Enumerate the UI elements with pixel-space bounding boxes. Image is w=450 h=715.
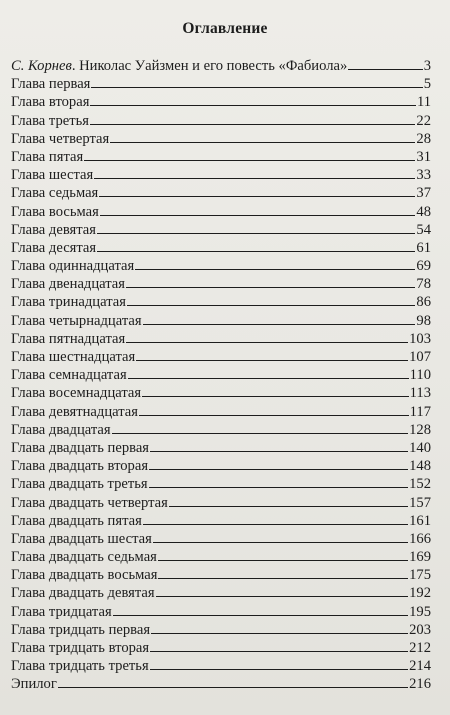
toc-page-number: 148: [409, 458, 431, 475]
toc-entry-label: Глава двадцать шестая: [11, 530, 152, 547]
toc-entry-label: Глава вторая: [11, 94, 90, 111]
toc-entry-label: Глава десятая: [11, 239, 97, 256]
toc-entry-label: Глава двенадцатая: [11, 276, 125, 293]
toc-leader: [97, 233, 415, 234]
toc-leader: [169, 506, 408, 507]
toc-entry: [11, 312, 431, 330]
toc-page-number: 169: [409, 549, 431, 566]
toc-entry-label: Глава двадцать пятая: [11, 512, 142, 529]
toc-entry-label: Глава двадцать седьмая: [11, 549, 157, 566]
toc-leader: [348, 69, 422, 70]
toc-page-number: 192: [409, 585, 431, 602]
toc-page-number: 110: [409, 367, 431, 384]
toc-entry-label: Глава двадцать восьмая: [11, 567, 158, 584]
toc-leader: [91, 87, 422, 88]
toc-leader: [135, 269, 415, 270]
toc-page-number: 5: [423, 76, 431, 93]
toc-leader: [113, 615, 408, 616]
toc-leader: [150, 669, 408, 670]
toc-leader: [150, 451, 408, 452]
toc-page-number: 28: [416, 130, 431, 147]
toc-leader: [94, 178, 415, 179]
toc-entry-label: Глава четырнадцатая: [11, 312, 142, 329]
toc-page-number: 216: [409, 676, 431, 693]
toc-leader: [156, 596, 409, 597]
toc-page-number: 128: [409, 421, 431, 438]
toc-entry-label: Глава тридцатая: [11, 603, 112, 620]
toc-page-number: 37: [416, 185, 431, 202]
toc-leader: [149, 469, 408, 470]
toc-entry-label: Глава тридцать первая: [11, 621, 151, 638]
toc-entry: [11, 384, 431, 402]
toc-leader: [126, 287, 415, 288]
toc-entry: [11, 203, 431, 221]
toc-leader: [142, 396, 409, 397]
toc-page-number: 203: [409, 621, 431, 638]
toc-entry: [11, 403, 431, 421]
toc-entry-label: Глава седьмая: [11, 185, 99, 202]
toc-page-number: 48: [416, 203, 431, 220]
toc-entry: [11, 257, 431, 275]
toc-entry-label: Глава семнадцатая: [11, 367, 127, 384]
toc-leader: [126, 342, 408, 343]
toc-leader: [151, 633, 408, 634]
toc-entry-label: Глава двадцать девятая: [11, 585, 155, 602]
toc-entry: [11, 530, 431, 548]
toc-entry: [11, 93, 431, 111]
toc-entry: [11, 475, 431, 493]
toc-page-number: 166: [409, 530, 431, 547]
toc-leader: [90, 124, 415, 125]
toc-entry: [11, 239, 431, 257]
toc-page-number: 113: [409, 385, 431, 402]
toc-leader: [128, 378, 409, 379]
toc-page-number: 152: [409, 476, 431, 493]
toc-leader: [127, 305, 415, 306]
toc-leader: [99, 196, 415, 197]
toc-entry-label: Глава пятнадцатая: [11, 330, 126, 347]
toc-entry-label: Глава пятая: [11, 148, 84, 165]
toc-entry-label: Глава девятая: [11, 221, 96, 238]
toc-entry: [11, 148, 431, 166]
toc-page-number: 33: [416, 167, 431, 184]
toc-entry: [11, 621, 431, 639]
toc-entry-label: Глава шестая: [11, 167, 94, 184]
toc-leader: [97, 251, 415, 252]
toc-leader: [139, 415, 409, 416]
toc-page-number: 22: [416, 112, 431, 129]
toc-leader: [158, 560, 408, 561]
toc-leader: [90, 105, 416, 106]
toc-entry: [11, 130, 431, 148]
toc-entry-label: Глава двадцать третья: [11, 476, 148, 493]
toc-page-number: 3: [423, 58, 431, 74]
toc-page-number: 107: [409, 349, 431, 365]
toc-entry: [11, 512, 431, 530]
toc-entry: [11, 330, 431, 348]
table-of-contents: [11, 57, 431, 694]
toc-page-number: 140: [409, 439, 431, 456]
toc-page-number: 86: [416, 294, 431, 311]
toc-entry-title: . Николас Уайзмен и его повесть «Фабиола»: [71, 58, 348, 74]
toc-entry: [11, 166, 431, 184]
toc-page-number: 117: [409, 403, 431, 420]
toc-page-number: 78: [416, 276, 431, 293]
toc-leader: [150, 651, 408, 652]
toc-entry-label: Глава тринадцатая: [11, 294, 126, 311]
toc-entry-label: Эпилог: [11, 676, 57, 693]
toc-entry-label: Глава двадцать четвертая: [11, 494, 168, 511]
toc-entry-label: Глава двадцать первая: [11, 439, 150, 456]
toc-entry: [11, 548, 431, 566]
toc-entry-label: Глава двадцать вторая: [11, 458, 149, 475]
toc-entry: [11, 112, 431, 130]
toc-leader: [84, 160, 415, 161]
toc-leader: [153, 542, 408, 543]
toc-entry: [11, 657, 431, 675]
toc-entry: [11, 439, 431, 457]
toc-entry: [11, 348, 431, 366]
toc-entry-label: Глава восьмая: [11, 203, 99, 220]
toc-leader: [110, 142, 415, 143]
toc-leader: [100, 215, 416, 216]
toc-leader: [149, 487, 408, 488]
toc-page-number: 212: [409, 640, 431, 656]
toc-leader: [58, 687, 408, 688]
toc-entry: [11, 566, 431, 584]
toc-entry-label: Глава девятнадцатая: [11, 403, 138, 420]
toc-page-number: 98: [416, 312, 431, 329]
toc-leader: [158, 578, 408, 579]
toc-entry: [11, 275, 431, 293]
toc-page-number: 54: [416, 221, 431, 238]
toc-page-number: 157: [409, 494, 431, 511]
toc-entry: [11, 639, 431, 657]
toc-entry: [11, 584, 431, 602]
toc-entry: [11, 184, 431, 202]
toc-entry: [11, 494, 431, 512]
toc-entry: [11, 221, 431, 239]
toc-entry-label: Глава восемнадцатая: [11, 385, 142, 402]
toc-page-number: 214: [409, 658, 431, 675]
toc-leader: [136, 360, 408, 361]
toc-entry-label: Глава тридцать третья: [11, 658, 149, 675]
toc-entry-label: Глава первая: [11, 76, 91, 93]
toc-leader: [112, 433, 409, 434]
toc-leader: [143, 524, 408, 525]
toc-page-number: 11: [416, 94, 431, 111]
toc-entry: [11, 675, 431, 693]
toc-leader: [143, 324, 416, 325]
toc-entry: [11, 75, 431, 93]
toc-entry-author: С. Корнев: [11, 58, 72, 74]
toc-entry: [11, 366, 431, 384]
toc-entry-label: Глава четвертая: [11, 130, 110, 147]
toc-entry-label: [11, 57, 347, 75]
toc-entry: [11, 603, 431, 621]
toc-page-number: 31: [416, 148, 431, 165]
toc-page-number: 195: [409, 603, 431, 620]
toc-entry: [11, 457, 431, 475]
toc-entry: [11, 421, 431, 439]
toc-entry-label: Глава третья: [11, 112, 89, 129]
toc-entry-label: Глава шестнадцатая: [11, 349, 136, 365]
toc-entry-label: Глава одиннадцатая: [11, 258, 135, 275]
page-title: Оглавление: [182, 20, 268, 37]
toc-page-number: 103: [409, 330, 431, 347]
toc-page-number: 69: [416, 258, 431, 275]
toc-entry-label: Глава тридцать вторая: [11, 640, 150, 656]
toc-page-number: 175: [409, 567, 431, 584]
toc-entry-label: Глава двадцатая: [11, 421, 111, 438]
toc-entry-intro: [11, 57, 431, 75]
toc-page-number: 61: [416, 239, 431, 256]
toc-entry: [11, 293, 431, 311]
toc-page-number: 161: [409, 512, 431, 529]
